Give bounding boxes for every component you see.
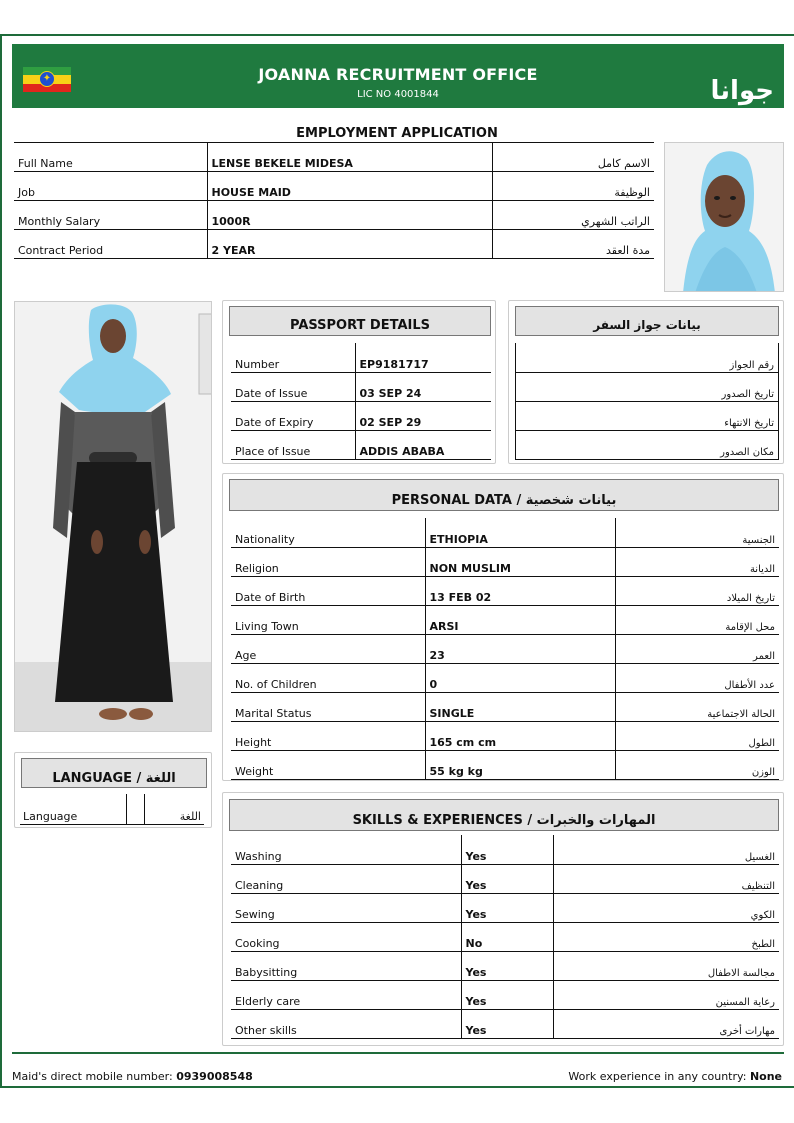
portrait-photo [664, 142, 784, 292]
applicant-info-table [14, 142, 654, 259]
field-label: Age [231, 634, 425, 663]
field-label-ar: رقم الجواز [516, 343, 779, 372]
field-label: Sewing [231, 893, 461, 922]
mobile-label: Maid's direct mobile number: [12, 1070, 173, 1083]
personal-data-table [231, 518, 779, 780]
field-value: Yes [461, 1009, 553, 1038]
language-label-ar: اللغة [144, 794, 204, 824]
field-label-ar: الراتب الشهري [492, 201, 654, 230]
field-label: Weight [231, 750, 425, 779]
footer-divider [12, 1052, 784, 1054]
table-row [231, 605, 779, 634]
field-label-ar: محل الإقامة [615, 605, 779, 634]
field-label: Living Town [231, 605, 425, 634]
field-value: Yes [461, 835, 553, 864]
field-label-ar: الطبخ [553, 922, 779, 951]
field-label-ar: مدة العقد [492, 230, 654, 259]
field-label-ar: الجنسية [615, 518, 779, 547]
table-row [231, 518, 779, 547]
application-page [0, 34, 794, 1088]
table-row [231, 430, 491, 459]
field-value: NON MUSLIM [425, 547, 615, 576]
table-row [14, 143, 654, 172]
field-label-ar: الوزن [615, 750, 779, 779]
field-value: 13 FEB 02 [425, 576, 615, 605]
language-value-cell [126, 794, 144, 824]
table-row [231, 980, 779, 1009]
field-label: Full Name [14, 143, 207, 172]
field-label-ar: الحالة الاجتماعية [615, 692, 779, 721]
table-row [231, 893, 779, 922]
field-label-ar: مجالسة الاطفال [553, 951, 779, 980]
table-row [14, 201, 654, 230]
work-experience-line [568, 1070, 782, 1083]
field-label: Job [14, 172, 207, 201]
field-value: 165 cm cm [425, 721, 615, 750]
passport-table [231, 343, 491, 460]
field-value: Yes [461, 893, 553, 922]
field-value: Yes [461, 951, 553, 980]
field-label-ar: الكوي [553, 893, 779, 922]
field-label: Nationality [231, 518, 425, 547]
field-value: 23 [425, 634, 615, 663]
field-label-ar: مهارات أخرى [553, 1009, 779, 1038]
mobile-value: 0939008548 [176, 1070, 253, 1083]
field-label-ar: تاريخ الانتهاء [516, 401, 779, 430]
passport-panel [222, 300, 496, 464]
mobile-number-line [12, 1070, 253, 1083]
field-label: Other skills [231, 1009, 461, 1038]
field-value: 1000R [207, 201, 492, 230]
field-label: Babysitting [231, 951, 461, 980]
table-row [231, 692, 779, 721]
skills-table [231, 835, 779, 1039]
field-value: SINGLE [425, 692, 615, 721]
star-emblem-icon: ✦ [39, 71, 55, 87]
field-value: 2 YEAR [207, 230, 492, 259]
office-title: JOANNA RECRUITMENT OFFICE [258, 65, 538, 84]
field-label: Cooking [231, 922, 461, 951]
passport-arabic-panel [508, 300, 784, 464]
field-label: Date of Issue [231, 372, 355, 401]
license-number: LIC NO 4001844 [357, 89, 439, 100]
application-title: EMPLOYMENT APPLICATION [296, 126, 498, 141]
field-label: Place of Issue [231, 430, 355, 459]
table-row [231, 343, 491, 372]
field-value: EP9181717 [355, 343, 491, 372]
office-arabic-name: جوانا [710, 76, 774, 106]
field-label-ar: تاريخ الميلاد [615, 576, 779, 605]
personal-data-panel [222, 473, 784, 781]
table-row [231, 372, 491, 401]
personal-data-title: PERSONAL DATA / بيانات شخصية [229, 479, 779, 511]
table-row [231, 401, 491, 430]
skills-panel [222, 792, 784, 1046]
field-value: Yes [461, 864, 553, 893]
table-row [20, 794, 204, 824]
field-value: HOUSE MAID [207, 172, 492, 201]
table-row [231, 750, 779, 779]
table-row [231, 576, 779, 605]
field-value: No [461, 922, 553, 951]
field-value: ADDIS ABABA [355, 430, 491, 459]
skills-title: SKILLS & EXPERIENCES / المهارات والخبرات [229, 799, 779, 831]
table-row [231, 922, 779, 951]
passport-title: PASSPORT DETAILS [229, 306, 491, 336]
language-table [20, 794, 204, 825]
field-label-ar: الوظيفة [492, 172, 654, 201]
table-row [516, 430, 779, 459]
field-label-ar: عدد الأطفال [615, 663, 779, 692]
field-label-ar: الاسم كامل [492, 143, 654, 172]
language-title: LANGUAGE / اللغة [21, 758, 207, 788]
experience-value: None [749, 1070, 782, 1083]
field-value: ARSI [425, 605, 615, 634]
experience-label: Work experience in any country: [568, 1070, 747, 1083]
field-label-ar: الطول [615, 721, 779, 750]
table-row [231, 663, 779, 692]
field-label: Cleaning [231, 864, 461, 893]
field-value: Yes [461, 980, 553, 1009]
table-row [231, 835, 779, 864]
table-row [231, 547, 779, 576]
field-value: LENSE BEKELE MIDESA [207, 143, 492, 172]
full-body-photo [14, 301, 212, 732]
field-label: Marital Status [231, 692, 425, 721]
passport-title-ar: بيانات جواز السفر [515, 306, 779, 336]
header-banner [12, 44, 784, 108]
field-label: Number [231, 343, 355, 372]
field-value: 02 SEP 29 [355, 401, 491, 430]
table-row [231, 1009, 779, 1038]
table-row [231, 864, 779, 893]
field-label-ar: الديانة [615, 547, 779, 576]
field-label-ar: تاريخ الصدور [516, 372, 779, 401]
field-label: Religion [231, 547, 425, 576]
table-row [516, 401, 779, 430]
table-row [14, 230, 654, 259]
field-value: ETHIOPIA [425, 518, 615, 547]
field-label: Elderly care [231, 980, 461, 1009]
field-value: 03 SEP 24 [355, 372, 491, 401]
field-label: Monthly Salary [14, 201, 207, 230]
field-label: No. of Children [231, 663, 425, 692]
table-row [516, 343, 779, 372]
table-row [231, 721, 779, 750]
field-label: Washing [231, 835, 461, 864]
passport-arabic-table [515, 343, 779, 460]
table-row [231, 951, 779, 980]
field-label-ar: العمر [615, 634, 779, 663]
field-label-ar: رعاية المسنين [553, 980, 779, 1009]
language-label: Language [20, 794, 126, 824]
field-value: 55 kg kg [425, 750, 615, 779]
field-label: Contract Period [14, 230, 207, 259]
field-label: Date of Birth [231, 576, 425, 605]
field-label: Height [231, 721, 425, 750]
field-label-ar: التنظيف [553, 864, 779, 893]
table-row [516, 372, 779, 401]
field-label-ar: مكان الصدور [516, 430, 779, 459]
field-label: Date of Expiry [231, 401, 355, 430]
field-label-ar: الغسيل [553, 835, 779, 864]
table-row [14, 172, 654, 201]
field-value: 0 [425, 663, 615, 692]
table-row [231, 634, 779, 663]
